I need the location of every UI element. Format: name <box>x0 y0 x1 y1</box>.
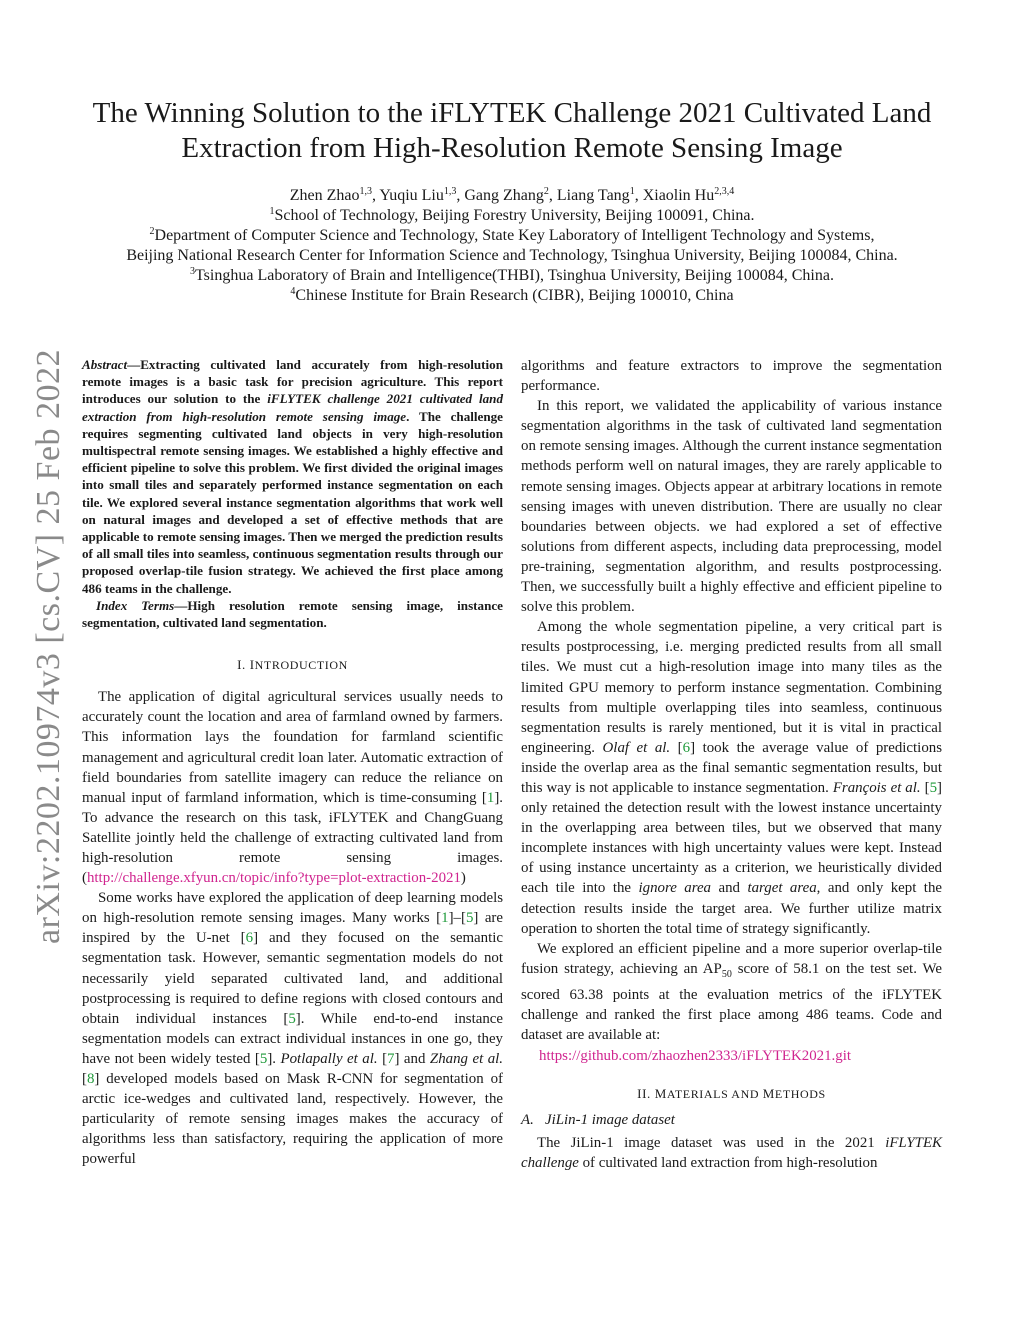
term-emphasis: ignore area <box>638 880 712 897</box>
section-heading-introduction <box>82 657 503 673</box>
affiliation-4 <box>60 286 964 306</box>
metric-ap-subscript: 50 <box>721 968 732 980</box>
author-separator: , <box>634 187 643 204</box>
author-affil: 2 <box>543 186 549 197</box>
affil-mark: 4 <box>290 286 296 297</box>
section-heading-materials <box>521 1086 942 1102</box>
text-run: Some works have explored the application of deep learning models on high-resolution remote sensing images. Many works [ <box>82 890 503 927</box>
author-reference: Zhang et al. <box>429 1050 504 1067</box>
index-terms-text: High resolution remote sensing image, instance segmentation, cultivated land segmentation. <box>82 597 503 631</box>
text-run: , and only kept the detection results inside the target area. We further utilize matrix operation to shorten the total time of strategy significantly. <box>521 880 943 937</box>
index-terms-dash: — <box>174 597 188 613</box>
right-paragraph-1: In this report, we validated the applicability of various instance segmentation algorithms in the task of cultivated land segmentation on remote sensing images. Although the current instance segmentation methods perform well on natural images, they are rarely applicable to remote sensing images. Objects appear at arbitrary locations in remote sensing images with uneven distribution. There are usually no clear boundaries between objects. we had explored a set of effective solutions from different aspects, including data preprocessing, model pre-training, segmentation algorithm, and results postprocessing. Then, we successfully built a highly effective and efficient pipeline to solve this problem. <box>521 398 942 616</box>
citation-link[interactable]: 5 <box>259 1050 268 1067</box>
author-name: Yuqiu Liu <box>379 187 444 204</box>
text-run: ] and <box>394 1050 430 1067</box>
text-run: [ <box>377 1050 388 1067</box>
citation-link[interactable]: 5 <box>465 910 474 927</box>
text-run: [ <box>82 1071 87 1088</box>
metric-ap: AP <box>702 960 722 977</box>
intro-paragraph-1 <box>82 687 503 888</box>
text-run: ] are inspired by the U-net [ <box>82 910 504 947</box>
text-run: [ <box>670 739 683 756</box>
citation-link[interactable]: 6 <box>682 739 691 756</box>
text-run: [ <box>920 779 930 796</box>
author-reference: Olaf et al. <box>602 739 671 756</box>
text-run: ] developed models based on Mask R-CNN for segmentation of arctic ice-wedges and cultivated land, respectively. However, the particularity of remote sensing images makes the accuracy of algorithms less than satisfactory, requiring the application of more powerful <box>82 1071 503 1168</box>
affiliation-2-line-1 <box>60 226 964 246</box>
section-number: I. <box>237 657 246 673</box>
author-name: Liang Tang <box>556 187 630 204</box>
section-smallcaps: NTRODUCTION <box>254 658 348 673</box>
author-separator: , <box>548 187 557 204</box>
author-name: Gang Zhang <box>464 187 544 204</box>
code-repository-link[interactable]: https://github.com/zhaozhen2333/iFLYTEK2021.git <box>539 1048 852 1065</box>
term-emphasis: iFLYTEK challenge <box>521 1135 942 1172</box>
right-paragraph-3 <box>521 939 942 1045</box>
abstract-dash: — <box>127 357 141 372</box>
author-block <box>60 186 964 306</box>
affiliation-3 <box>60 266 964 286</box>
intro-paragraph-2 <box>82 888 503 1169</box>
author-affil: 1,3 <box>359 186 372 197</box>
text-run: of cultivated land extraction from high-resolution <box>578 1155 878 1172</box>
author-reference: François et al. <box>832 779 921 796</box>
text-run: ]. To advance the research on this task, iFLYTEK and ChangGuang Satellite jointly held the challenge of extracting cultivated land from high-resolution remote sensing images. ( <box>82 789 503 887</box>
arxiv-identifier: arXiv:2202.10974v3 [cs.CV] 25 Feb 2022 <box>30 348 67 944</box>
affil-mark: 1 <box>269 206 275 217</box>
paper-title <box>60 96 964 166</box>
author-separator: , <box>372 187 380 204</box>
term-emphasis: target area <box>747 880 817 897</box>
text-run: and <box>711 880 748 897</box>
citation-link[interactable]: 1 <box>441 910 449 927</box>
right-column <box>521 356 942 1173</box>
text-run: ] only retained the detection result with the lowest instance uncertainty in the overlapping area between tiles, but we observed that many incomplete instances with high uncertainty values were kept. Instead of using instance uncertainty as a criterion, we heuristically divided each tile into the <box>521 779 942 897</box>
index-terms-label: Index Terms <box>96 597 175 613</box>
citation-link[interactable]: 5 <box>288 1010 296 1027</box>
section-smallcaps: ETHODS <box>774 1087 826 1102</box>
affiliation-1 <box>60 206 964 226</box>
subsection-title: JiLin-1 image dataset <box>545 1112 675 1129</box>
section-initial: I <box>249 657 255 673</box>
author-separator: , <box>456 187 465 204</box>
text-run: We explored an efficient pipeline and a more superior overlap-tile fusion strategy, achieving an <box>521 940 942 977</box>
text-run: ]. <box>267 1050 281 1067</box>
subsection-heading-jilin <box>521 1112 942 1129</box>
affil-text: School of Technology, Beijing Forestry University, Beijing 100091, China. <box>274 207 755 224</box>
author-affil: 1,3 <box>443 186 457 197</box>
affil-text: Chinese Institute for Brain Research (CIBR), Beijing 100010, China <box>295 287 734 304</box>
citation-link[interactable]: 6 <box>245 930 254 947</box>
citation-link[interactable]: 8 <box>86 1071 95 1088</box>
abstract-label: Abstract <box>82 357 128 372</box>
text-run: ] took the average value of predictions inside the overlap area as the final semantic segmentation results, but this way is not applicable to instance segmentation. <box>521 739 943 796</box>
abstract <box>82 356 503 597</box>
title-line-2: Extraction from High-Resolution Remote Sensing Image <box>181 132 843 164</box>
abstract-text: Extracting cultivated land accurately from high-resolution remote images is a basic task for precision agriculture. This report introduces our solution to the <box>82 357 503 407</box>
title-line-1: The Winning Solution to the iFLYTEK Challenge 2021 Cultivated Land <box>92 97 932 129</box>
section-initial: M <box>762 1086 775 1102</box>
author-name: Xiaolin Hu <box>642 187 715 204</box>
challenge-url-link[interactable]: http://challenge.xfyun.cn/topic/info?type=plot-extraction-2021 <box>86 870 461 887</box>
abstract-text: . The challenge requires segmenting cultivated land objects in very high-resolution multispectral remote sensing images. We established a highly effective and efficient pipeline to solve this problem. We first divided the original images into small tiles and separately performed instance segmentation on each tile. We explored several instance segmentation algorithms that work well on natural images and developed a set of effective methods that are applicable to remote sensing images. Then we merged the prediction results of all small tiles into seamless, continuous segmentation results through our proposed overlap-tile fusion strategy. We achieved the first place among 486 teams in the challenge. <box>82 408 503 596</box>
section-initial: M <box>654 1086 667 1102</box>
author-affil: 2,3,4 <box>714 186 735 197</box>
author-reference: Potlapally et al. <box>280 1050 378 1067</box>
abstract-emphasis: iFLYTEK challenge 2021 cultivated land extraction from high-resolution remote sensing image <box>82 391 503 424</box>
section-smallcaps: ATERIALS AND <box>666 1087 763 1102</box>
text-run: The JiLin-1 image dataset was used in the 2021 <box>537 1135 886 1152</box>
affil-mark: 2 <box>149 226 155 237</box>
left-column <box>82 356 503 1170</box>
text-run: The application of digital agricultural services usually needs to accurately count the location and area of farmland owned by farmers. This information lays the foundation for farmland scientific management and agricultural credit loan later. Automatic extraction of field boundaries from satellite imagery can reduce the reliance on manual input of farmland information, which is time-consuming [ <box>82 689 503 806</box>
text-run: ) <box>460 870 466 887</box>
author-affil: 1 <box>629 186 635 197</box>
section-number: II. <box>637 1086 651 1102</box>
citation-link[interactable]: 1 <box>486 789 495 806</box>
right-paragraph-2 <box>521 617 942 939</box>
index-terms <box>82 597 503 631</box>
text-run: ]. While end-to-end instance segmentation models can extract individual instances in one go, they have not been widely tested [ <box>82 1010 504 1067</box>
author-name: Zhen Zhao <box>289 187 360 204</box>
text-run: score of 58.1 on the test set. We scored 63.38 points at the evaluation metrics of the iFLYTEK challenge and ranked the first place among 486 teams. Code and dataset are available at: <box>521 960 943 1044</box>
affil-mark: 3 <box>190 266 196 277</box>
subsection-number: A. <box>521 1112 534 1129</box>
affil-text: Department of Computer Science and Technology, State Key Laboratory of Intelligent Technology and Systems, <box>154 227 875 244</box>
author-list <box>60 186 964 206</box>
citation-link[interactable]: 7 <box>387 1050 395 1067</box>
text-run: ]–[ <box>448 910 466 927</box>
right-paragraph-0: algorithms and feature extractors to improve the segmentation performance. <box>521 358 942 395</box>
affiliation-2-line-2: Beijing National Research Center for Information Science and Technology, Tsinghua University, Beijing 100084, China. <box>126 247 898 264</box>
text-run: ] and they focused on the semantic segmentation task. However, semantic segmentation models do not necessarily yield separated cultivated land, and additional postprocessing is required to define regions with closed contours and obtain individual instances [ <box>82 930 503 1027</box>
affil-text: Tsinghua Laboratory of Brain and Intelligence(THBI), Tsinghua University, Beijing 100084, China. <box>195 267 834 284</box>
right-paragraph-4 <box>521 1133 942 1173</box>
citation-link[interactable]: 5 <box>929 779 938 796</box>
text-run: Among the whole segmentation pipeline, a very critical part is results postprocessing, i.e. merging predicted results from all small tiles. We must cut a high-resolution image into many tiles as the limited GPU memory to perform instance segmentation. Combining results from multiple overlapping tiles into seamless, continuous segmentation results is rarely mentioned, but it is vital in practical engineering. <box>521 619 942 756</box>
